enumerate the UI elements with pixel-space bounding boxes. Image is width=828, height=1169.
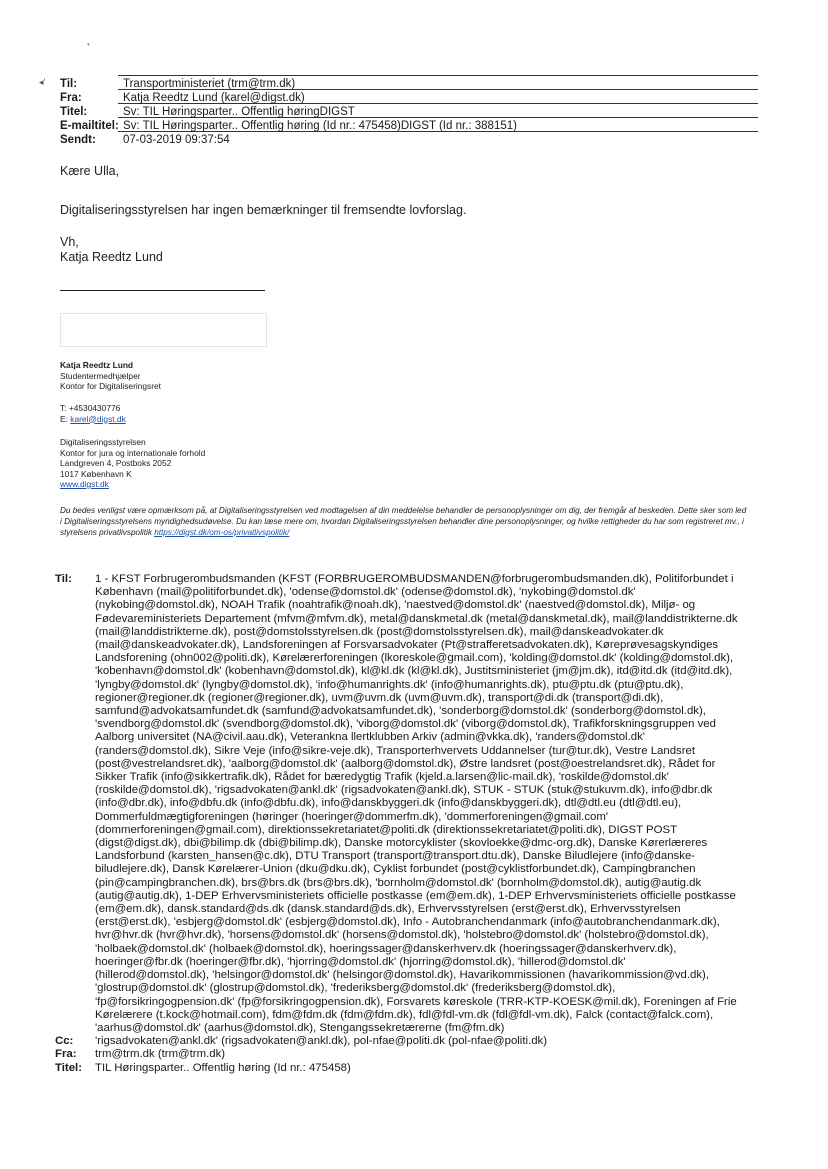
header-to-value: Transportministeriet (trm@trm.dk): [123, 78, 296, 90]
recipient-line: (autig@autig.dk), 1-DEP Erhvervsministeriets officielle postkasse (em@em.dk), 1-DEP Erhvervsministeriets officielle postkasse: [95, 889, 736, 902]
header-email-title-value: Sv: TIL Høringsparter.. Offentlig høring (Id nr.: 475458)DIGST (Id nr.: 388151): [123, 120, 517, 132]
recipient-line: Fødevareministeriets Departement (mfvm@mfvm.dk), metal@danskmetal.dk (metal@danskmetal.dk), mail@landdistrikterne.dk: [95, 612, 738, 625]
recipient-line: (digst@digst.dk), dbi@bilimp.dk (dbi@bilimp.dk), Danske motorcyklister (skovloekke@dmc-org.dk), Danske Kørerlæreres: [95, 837, 708, 850]
recipient-line: (mail@danskeadvokater.dk), Landsforeningen af Forsvarsadvokater (Pt@strafferetsadvokaten.dk), Køreprøvesagskyndiges: [95, 639, 719, 652]
signer: Katja Reedtz Lund: [60, 250, 163, 264]
recipient-line: regioner@regioner.dk (regioner@regioner.dk), uvm@uvm.dk (uvm@uvm.dk), transport@di.dk (transport@di.dk),: [95, 691, 664, 704]
privacy-policy-link[interactable]: https://digst.dk/om-os/privatlivspolitik/: [154, 527, 290, 537]
signature-email-prefix: E:: [60, 413, 71, 424]
privacy-notice: [60, 506, 750, 538]
closing: Vh,: [60, 235, 79, 249]
recipient-line: (post@vestrelandsret.dk), 'aalborg@domstol.dk' (aalborg@domstol.dk), Østre landsret (post@oestrelandsret.dk), Rådet for: [95, 757, 716, 770]
header-from-value: Katja Reedtz Lund (karel@digst.dk): [123, 92, 305, 104]
recipient-line: 'svendborg@domstol.dk' (svendborg@domstol.dk), 'viborg@domstol.dk' (viborg@domstol.dk), Trafikforskningsgruppen ved: [95, 718, 716, 731]
recipient-line: biludlejere.dk), Dansk Kørelærer-Union (dku@dku.dk), Cyklist forbundet (post@cyklistforbundet.dk), Campingbranchen: [95, 863, 696, 876]
recipient-line: 'kobenhavn@domstol.dk' (kobenhavn@domstol.dk), kl@kl.dk (kl@kl.dk), Justitsministeriet (jm@jm.dk), itd@itd.dk (itd@itd.dk),: [95, 665, 733, 678]
header-title-value: Sv: TIL Høringsparter.. Offentlig høringDIGST: [123, 106, 355, 118]
scan-mark: •: [87, 40, 90, 49]
header-from-row: [60, 91, 517, 105]
header-email-title-label: E-mailtitel:: [60, 120, 119, 132]
recipients-cc-label: Cc:: [55, 1035, 74, 1048]
header-to-row: [60, 77, 517, 91]
recipients-to-list: [95, 573, 765, 1035]
recipient-line: (hillerod@domstol.dk), 'helsingor@domstol.dk' (helsingor@domstol.dk), Havarikommissionen (havarikommission@vd.dk),: [95, 969, 710, 982]
recipient-line: Kørelærere (t.kock@hotmail.com), fdm@fdm.dk (fdm@fdm.dk), fdl@fdl-vm.dk (fdl@fdl-vm.dk), Falck (contact@falck.com),: [95, 1008, 714, 1021]
signature-image-placeholder: [60, 313, 267, 347]
signature-dept: Kontor for jura og internationale forhold: [60, 447, 206, 458]
recipients-title-value: TIL Høringsparter.. Offentlig høring (Id nr.: 475458): [95, 1061, 351, 1074]
signature-contact: [60, 403, 126, 424]
signature-org: Digitaliseringsstyrelsen: [60, 437, 146, 447]
recipient-line: 'glostrup@domstol.dk' (glostrup@domstol.dk), 'frederiksberg@domstol.dk' (frederiksberg@domstol.dk),: [95, 982, 616, 995]
header-rule: [118, 75, 758, 76]
recipient-line: (info@dbr.dk), info@dbfu.dk (info@dbfu.dk), info@danskbyggeri.dk (info@danskbyggeri.dk), dtl@dtl.eu (dtl@dtl.eu),: [95, 797, 682, 810]
recipient-line: (mail@landdistrikterne.dk), post@domstolsstyrelsen.dk (post@domstolsstyrelsen.dk), mail@danskeadvokater.dk: [95, 625, 664, 638]
signature-website-link[interactable]: www.digst.dk: [60, 479, 109, 489]
signature-role: Studentermedhjælper: [60, 370, 141, 381]
recipients-cc-row: [55, 1035, 765, 1048]
greeting: Kære Ulla,: [60, 164, 120, 178]
message: Digitaliseringsstyrelsen har ingen bemærkninger til fremsendte lovforslag.: [60, 203, 467, 217]
signature-person: [60, 360, 161, 392]
recipient-line: (roskilde@domstol.dk), 'rigsadvokaten@ankl.dk' (rigsadvokaten@ankl.dk), STUK - STUK (stuk@stukuvm.dk), info@dbr.dk: [95, 784, 713, 797]
recipients-title-label: Titel:: [55, 1061, 83, 1074]
recipients-from-value: trm@trm.dk (trm@trm.dk): [95, 1048, 226, 1061]
recipients-title-row: [55, 1062, 765, 1075]
recipient-line: Sikker Trafik (info@sikkertrafik.dk), Rådet for bæredygtig Trafik (kjeld.a.larsen@lic-mail.dk), 'roskilde@domstol.dk': [95, 771, 669, 784]
original-message-header: [55, 573, 765, 1075]
recipient-line: 1 - KFST Forbrugerombudsmanden (KFST (FORBRUGEROMBUDSMANDEN@forbrugerombudsmanden.dk), Politiforbundet i: [95, 573, 734, 585]
recipient-line: (dommerforeningen@gmail.com), direktionssekretariatet@politi.dk (direktionssekretariatet@politi.dk), DIGST POST: [95, 823, 678, 836]
signature-address1: Landgreven 4, Postboks 2052: [60, 458, 172, 468]
recipients-cc-value: 'rigsadvokaten@ankl.dk' (rigsadvokaten@ankl.dk), pol-nfae@politi.dk (pol-nfae@politi.dk): [95, 1035, 548, 1048]
recipient-line: 'aarhus@domstol.dk' (aarhus@domstol.dk), Stengangssekretærerne (fm@fm.dk): [95, 1021, 505, 1034]
signature-office: Kontor for Digitaliseringsret: [60, 381, 162, 391]
recipients-from-row: [55, 1048, 765, 1061]
header-email-title-row: [60, 119, 517, 133]
recipient-line: (randers@domstol.dk), Sikre Veje (info@sikre-veje.dk), Transporterhvervets Uddannelser (tur@tur.dk), Vestre Landsret: [95, 744, 696, 757]
recipient-line: (nykobing@domstol.dk), NOAH Trafik (noahtrafik@noah.dk), 'naestved@domstol.dk' (naestved@domstol.dk), Miljø- og: [95, 599, 696, 612]
recipient-line: København (mail@politiforbundet.dk), 'odense@domstol.dk' (odense@domstol.dk), 'nykobing@domstol.dk': [95, 586, 636, 599]
recipient-line: hvr@hvr.dk (hvr@hvr.dk), 'horsens@domstol.dk' (horsens@domstol.dk), 'holstebro@domstol.dk' (holstebro@domstol.dk),: [95, 929, 709, 942]
recipient-line: samfund@advokatsamfundet.dk (samfund@advokatsamfundet.dk), 'sonderborg@domstol.dk' (sonderborg@domstol.dk),: [95, 705, 706, 718]
signature-phone: T: +4530430776: [60, 403, 121, 413]
email-header: [60, 77, 517, 147]
recipients-to-row: [55, 573, 765, 1035]
header-sent-value: 07-03-2019 09:37:54: [123, 134, 230, 146]
recipient-line: (pin@campingbranchen.dk), brs@brs.dk (brs@brs.dk), 'bornholm@domstol.dk' (bornholm@domstol.dk), autig@autig.dk: [95, 876, 702, 889]
recipient-line: Dommerfuldmægtigforeningen (høringer (hoeringer@dommerfm.dk), 'dommerforeningen@gmail.com': [95, 810, 609, 823]
recipient-line: Aalborg universitet (NA@civil.aau.dk), Veterankna llertklubben Arkiv (admin@vkka.dk), 'randers@domstol.dk': [95, 731, 645, 744]
header-to-label: Til:: [60, 78, 78, 90]
recipient-line: Landsforening (ohn002@politi.dk), Kørelærerforeningen (lkoreskole@gmail.com), 'kolding@domstol.dk' (kolding@domstol.dk),: [95, 652, 734, 665]
recipient-line: (em@em.dk), dansk.standard@ds.dk (dansk.standard@ds.dk), Erhvervsstyrelsen (erst@erst.dk), Erhvervsstyrelsen: [95, 903, 681, 916]
recipient-line: Landsforbund (karsten_hansen@c.dk), DTU Transport (transport@transport.dtu.dk), Danske Biludlejere (info@danske-: [95, 850, 696, 863]
header-sent-label: Sendt:: [60, 134, 96, 146]
signature-divider: [60, 290, 265, 291]
recipient-line: 'fp@forsikringogpension.dk' (fp@forsikringogpension.dk), Forsvarets køreskole (TRR-KTP-KOESK@mil.dk), Foreningen af Frie: [95, 995, 737, 1008]
recipients-to-label: Til:: [55, 573, 72, 585]
recipients-from-label: Fra:: [55, 1048, 77, 1061]
recipient-line: hoeringer@fbr.dk (hoeringer@fbr.dk), 'hjorring@domstol.dk' (hjorring@domstol.dk), 'hillerod@domstol.dk': [95, 955, 626, 968]
privacy-notice-text: Du bedes venligst være opmærksom på, at Digitaliseringsstyrelsen ved modtagelsen af din meddelelse behandler de personoplysninger om dig, der fremgår af beskeden. Dette sker som led i Digitaliseringsstyrelsens myndighedsudøvelse. Du kan læse mere om, hvordan Digitaliseringsstyrelsen behandler dine personoplysninger, og hvilke rettigheder du har som registreret mv., i styrelsens privatlivspolitik: [60, 506, 747, 537]
header-from-label: Fra:: [60, 92, 82, 104]
signature-address2: 1017 København K: [60, 468, 132, 479]
reply-arrow-icon: ◂': [39, 77, 46, 87]
recipient-line: 'holbaek@domstol.dk' (holbaek@domstol.dk), hoeringssager@danskerhverv.dk (hoeringssager@danskerhverv.dk),: [95, 942, 677, 955]
header-title-label: Titel:: [60, 106, 88, 118]
recipient-line: 'lyngby@domstol.dk' (lyngby@domstol.dk), 'info@humanrights.dk' (info@humanrights.dk), ptu@ptu.dk (ptu@ptu.dk),: [95, 678, 684, 691]
header-title-row: [60, 105, 517, 119]
header-sent-row: [60, 133, 517, 147]
recipient-line: (erst@erst.dk), 'esbjerg@domstol.dk' (esbjerg@domstol.dk), Info - Autobranchendanmark (info@autobranchendanmark.dk),: [95, 916, 720, 929]
signature-name: Katja Reedtz Lund: [60, 360, 134, 370]
signature-organisation: [60, 437, 205, 490]
signature-email-link[interactable]: karel@digst.dk: [70, 413, 126, 424]
